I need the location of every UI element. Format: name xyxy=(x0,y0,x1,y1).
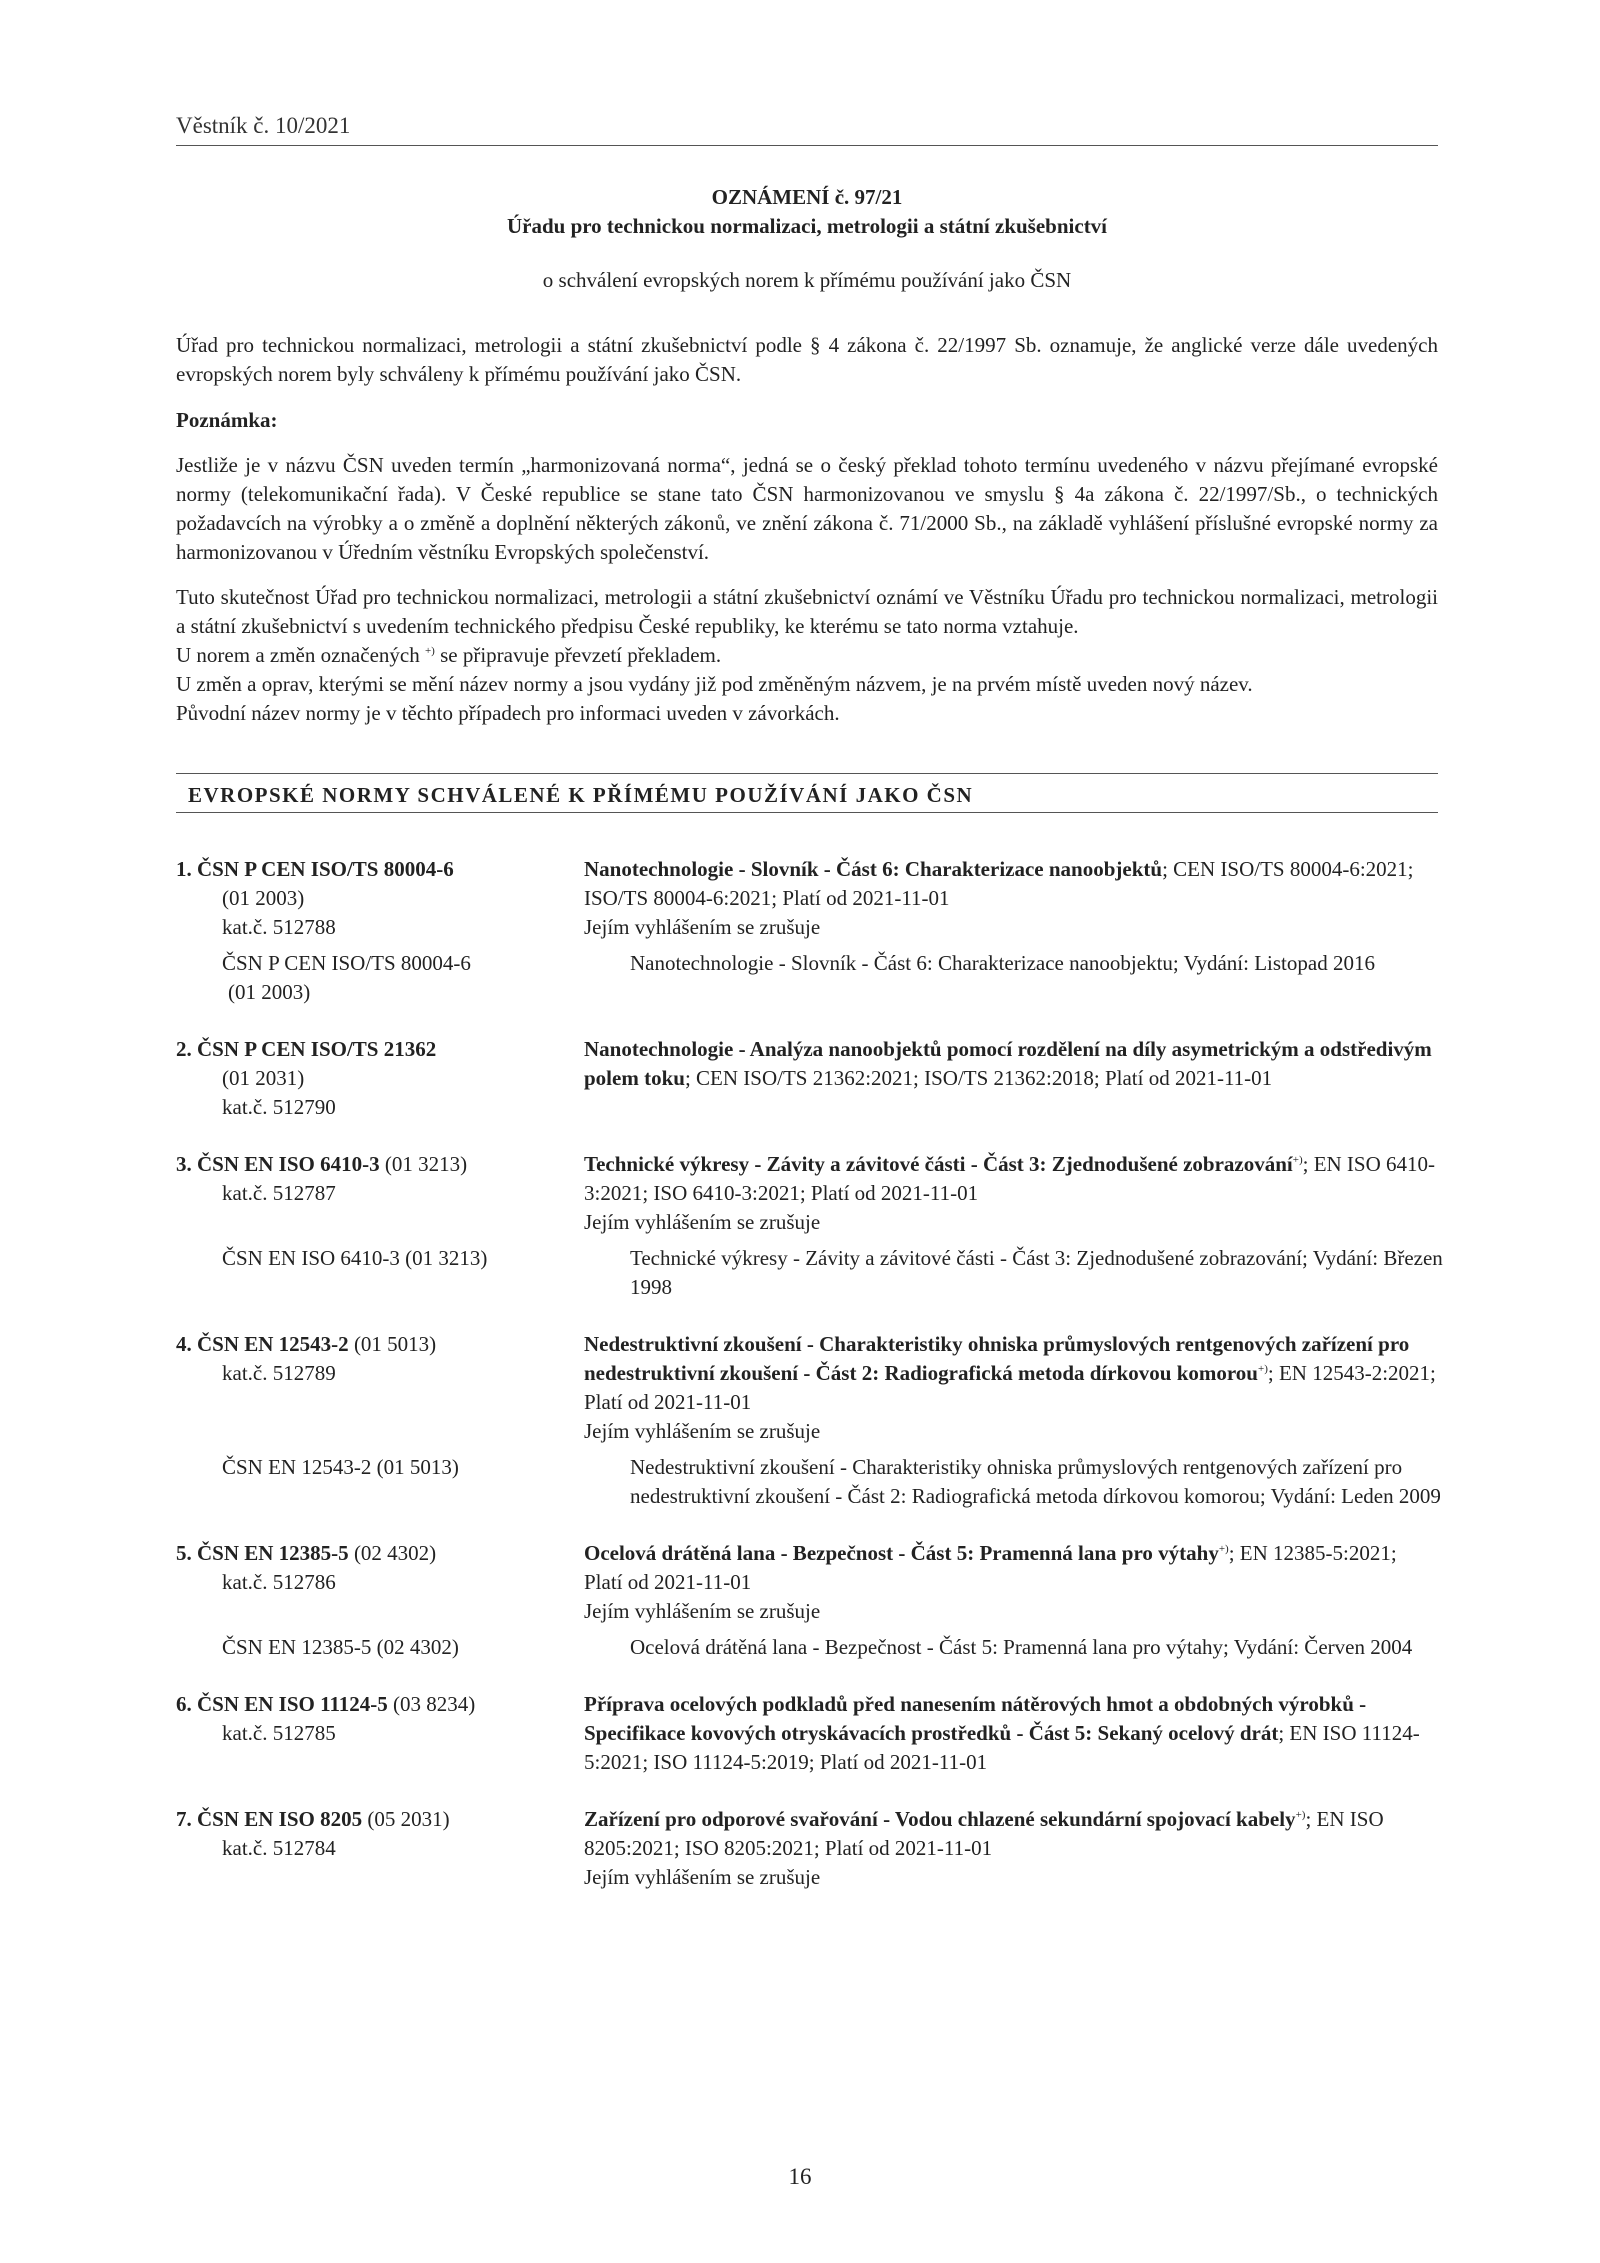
standard-description xyxy=(584,1539,1438,1626)
repeal-note: Jejím vyhlášením se zrušuje xyxy=(584,1419,821,1443)
info-text: Tuto skutečnost Úřad pro technickou normalizaci, metrologii a státní zkušebnictví oznámí ve Věstníku Úřadu pro technickou normalizaci, metrologii a státní zkušebnictví s uvedením technického předpisu České republiky, ke kterému se tato norma vztahuje. xyxy=(176,585,1438,638)
entry-number: 5. xyxy=(176,1541,192,1565)
plus-mark: +) xyxy=(424,645,435,657)
replaced-standard-code: ČSN P CEN ISO/TS 80004-6 xyxy=(222,951,471,975)
standard-identifier xyxy=(176,1330,584,1446)
replaced-standard-title: Ocelová drátěná lana - Bezpečnost - Část 5: Pramenná lana pro výtahy; Vydání: Červen 2004 xyxy=(630,1635,1413,1659)
entry-number: 6. xyxy=(176,1692,192,1716)
standard-code: ČSN EN ISO 8205 xyxy=(197,1807,363,1831)
replaced-standard-row xyxy=(176,949,1438,1007)
standard-identifier xyxy=(176,855,584,942)
standard-entry xyxy=(176,1805,1438,1892)
note-heading: Poznámka: xyxy=(176,408,278,432)
replaced-standard-row xyxy=(176,1633,1438,1662)
standard-identifier xyxy=(176,1690,584,1777)
standard-entry xyxy=(176,1150,1443,1302)
standard-details: ; EN ISO 6410-3:2021; ISO 6410-3:2021; Platí od 2021-11-01 xyxy=(584,1152,1436,1205)
standard-code-line xyxy=(176,1805,584,1834)
plus-mark: +) xyxy=(1258,1363,1268,1375)
standard-title-line xyxy=(584,1805,1438,1863)
standard-entry xyxy=(176,1330,1441,1511)
class-code: (03 8234) xyxy=(393,1692,476,1716)
replaced-class-code: (01 2003) xyxy=(228,980,311,1004)
standard-title: Technické výkresy - Závity a závitové části - Část 3: Zjednodušené zobrazování xyxy=(584,1152,1293,1176)
page-number: 16 xyxy=(788,2164,812,2189)
standard-row xyxy=(176,1035,1438,1122)
standard-title-line xyxy=(584,1690,1438,1777)
standard-entry xyxy=(176,1035,1438,1122)
standard-row xyxy=(176,1150,1438,1237)
entry-number: 4. xyxy=(176,1332,192,1356)
standard-details: ; EN 12543-2:2021; Platí od 2021-11-01 xyxy=(584,1361,1436,1414)
entry-number: 7. xyxy=(176,1807,192,1831)
original-name-note: Původní název normy je v těchto případech pro informaci uveden v závorkách. xyxy=(176,701,840,725)
announcement-title-block xyxy=(176,183,1438,295)
entry-number: 3. xyxy=(176,1152,192,1176)
catalog-number: kat.č. 512790 xyxy=(222,1095,336,1119)
standard-code-line xyxy=(176,1035,584,1064)
replaced-standard-code: ČSN EN 12385-5 (02 4302) xyxy=(222,1635,459,1659)
catalog-number: kat.č. 512788 xyxy=(222,915,336,939)
standard-title: Nanotechnologie - Analýza nanoobjektů pomocí rozdělení na díly asymetrickým a odstředivým polem toku xyxy=(584,1037,1432,1090)
standard-code: ČSN P CEN ISO/TS 21362 xyxy=(197,1037,437,1061)
standard-code-line xyxy=(176,1330,584,1359)
standard-code: ČSN P CEN ISO/TS 80004-6 xyxy=(197,857,454,881)
replaced-standard-identifier xyxy=(176,949,630,1007)
standard-description xyxy=(584,1035,1438,1122)
standard-description xyxy=(584,1690,1438,1777)
catalog-number: kat.č. 512784 xyxy=(222,1836,336,1860)
catalog-number: kat.č. 512789 xyxy=(222,1361,336,1385)
standard-details: ; EN ISO 11124-5:2021; ISO 11124-5:2019; Platí od 2021-11-01 xyxy=(584,1721,1420,1774)
class-code: (02 4302) xyxy=(353,1541,437,1565)
standard-code: ČSN EN 12385-5 xyxy=(197,1541,349,1565)
standard-identifier xyxy=(176,1035,584,1122)
repeal-note: Jejím vyhlášením se zrušuje xyxy=(584,915,821,939)
section-divider-bottom xyxy=(176,812,1438,813)
replaced-standard-code: ČSN EN ISO 6410-3 (01 3213) xyxy=(222,1246,488,1270)
intro-text: Úřad pro technickou normalizaci, metrologii a státní zkušebnictví podle § 4 zákona č. 22/1997 Sb. oznamuje, že anglické verze dále uvedených evropských norem byly schváleny k přímému používání jako ČSN. xyxy=(176,333,1438,386)
repeal-note: Jejím vyhlášením se zrušuje xyxy=(584,1865,821,1889)
standard-details: ; CEN ISO/TS 80004-6:2021; ISO/TS 80004-6:2021; Platí od 2021-11-01 xyxy=(584,857,1414,910)
rename-note: U změn a oprav, kterými se mění název normy a jsou vydány již pod změněným názvem, je na prvém místě uveden nový název. xyxy=(176,672,1253,696)
replaced-standard-row xyxy=(176,1453,1441,1511)
standard-code: ČSN EN 12543-2 xyxy=(197,1332,349,1356)
class-code: (01 2031) xyxy=(222,1066,305,1090)
info-paragraph xyxy=(176,583,1438,728)
standard-details: ; EN 12385-5:2021; Platí od 2021-11-01 xyxy=(584,1541,1397,1594)
translation-note: U norem a změn označených +) se připravuje převzetí překladem. xyxy=(176,643,722,667)
standard-code-line xyxy=(176,855,584,884)
standard-title-line xyxy=(584,1330,1438,1417)
standard-description xyxy=(584,855,1438,942)
standard-description xyxy=(584,1805,1438,1892)
replaced-standard-identifier xyxy=(176,1244,630,1302)
standard-identifier xyxy=(176,1539,584,1626)
replaced-standard-title: Nedestruktivní zkoušení - Charakteristiky ohniska průmyslových rentgenových zařízení pro nedestruktivní zkoušení - Část 2: Radiografická metoda dírkovou komorou; Vydání: Leden 2009 xyxy=(630,1455,1441,1508)
standard-row xyxy=(176,855,1438,942)
note-paragraph xyxy=(176,451,1438,567)
replaced-standard-row xyxy=(176,1244,1443,1302)
standard-title-line xyxy=(584,855,1438,913)
standard-title: Příprava ocelových podkladů před nanesením nátěrových hmot a obdobných výrobků - Specifikace kovových otryskávacích prostředků - Část 5: Sekaný ocelový drát xyxy=(584,1692,1367,1745)
replaced-standard-code: ČSN EN 12543-2 (01 5013) xyxy=(222,1455,459,1479)
catalog-number: kat.č. 512787 xyxy=(222,1181,336,1205)
entry-number: 2. xyxy=(176,1037,192,1061)
replaced-standard-title: Technické výkresy - Závity a závitové části - Část 3: Zjednodušené zobrazování; Vydání: Březen 1998 xyxy=(630,1246,1443,1299)
note-text: Jestliže je v názvu ČSN uveden termín „harmonizovaná norma“, jedná se o český překlad tohoto termínu uvedeného v názvu přejímané evropské normy (telekomunikační řada). V České republice se stane tato ČSN harmonizovanou ve smyslu § 4a zákona č. 22/1997/Sb., o technických požadavcích na výrobky a o změně a doplnění některých zákonů, ve znění zákona č. 71/2000 Sb., na základě vyhlášení příslušné evropské normy za harmonizovanou v Úředním věstníku Evropských společenství. xyxy=(176,453,1438,564)
intro-paragraph xyxy=(176,331,1438,389)
standard-code-line xyxy=(176,1690,584,1719)
standard-title-line xyxy=(584,1150,1438,1208)
standard-code: ČSN EN ISO 6410-3 xyxy=(197,1152,380,1176)
standard-details: ; CEN ISO/TS 21362:2021; ISO/TS 21362:2018; Platí od 2021-11-01 xyxy=(684,1066,1273,1090)
section-divider-top xyxy=(176,773,1438,774)
standard-details: ; EN ISO 8205:2021; ISO 8205:2021; Platí od 2021-11-01 xyxy=(584,1807,1384,1860)
replaced-standard-identifier xyxy=(176,1633,630,1662)
class-code: (01 5013) xyxy=(353,1332,437,1356)
issuing-office: Úřadu pro technickou normalizaci, metrologii a státní zkušebnictví xyxy=(506,214,1108,238)
standard-description xyxy=(584,1330,1438,1446)
catalog-number: kat.č. 512785 xyxy=(222,1721,336,1745)
class-code: (05 2031) xyxy=(367,1807,450,1831)
standard-code-line xyxy=(176,1539,584,1568)
standard-row xyxy=(176,1330,1438,1446)
standard-entry xyxy=(176,855,1438,1007)
plus-mark: +) xyxy=(1292,1154,1303,1166)
standard-row xyxy=(176,1539,1438,1626)
repeal-note: Jejím vyhlášením se zrušuje xyxy=(584,1210,821,1234)
standard-identifier xyxy=(176,1150,584,1237)
standards-list xyxy=(176,855,1443,1920)
standard-title: Ocelová drátěná lana - Bezpečnost - Část 5: Pramenná lana pro výtahy xyxy=(584,1541,1219,1565)
plus-mark: +) xyxy=(1295,1809,1306,1821)
entry-number: 1. xyxy=(176,857,192,881)
standard-entry xyxy=(176,1690,1438,1777)
class-code: (01 3213) xyxy=(384,1152,468,1176)
class-code: (01 2003) xyxy=(222,886,305,910)
standard-row xyxy=(176,1805,1438,1892)
catalog-number: kat.č. 512786 xyxy=(222,1570,336,1594)
standard-title-line xyxy=(584,1539,1438,1597)
standard-title-line xyxy=(584,1035,1438,1093)
replaced-standard-identifier xyxy=(176,1453,630,1511)
announcement-subject: o schválení evropských norem k přímému používání jako ČSN xyxy=(542,268,1072,292)
standard-code-line xyxy=(176,1150,584,1179)
standard-row xyxy=(176,1690,1438,1777)
standard-title: Nanotechnologie - Slovník - Část 6: Charakterizace nanoobjektů xyxy=(584,857,1163,881)
standard-description xyxy=(584,1150,1438,1237)
section-heading: EVROPSKÉ NORMY SCHVÁLENÉ K PŘÍMÉMU POUŽÍVÁNÍ JAKO ČSN xyxy=(188,783,974,807)
announcement-number: OZNÁMENÍ č. 97/21 xyxy=(711,185,903,209)
replaced-standard-title: Nanotechnologie - Slovník - Část 6: Charakterizace nanoobjektu; Vydání: Listopad 2016 xyxy=(630,951,1375,975)
running-header: Věstník č. 10/2021 xyxy=(176,113,351,138)
standard-code: ČSN EN ISO 11124-5 xyxy=(197,1692,388,1716)
header-divider xyxy=(176,145,1438,146)
standard-entry xyxy=(176,1539,1438,1662)
standard-title: Nedestruktivní zkoušení - Charakteristiky ohniska průmyslových rentgenových zařízení pro nedestruktivní zkoušení - Část 2: Radiografická metoda dírkovou komorou xyxy=(584,1332,1410,1385)
plus-mark: +) xyxy=(1218,1543,1229,1555)
standard-title: Zařízení pro odporové svařování - Vodou chlazené sekundární spojovací kabely xyxy=(584,1807,1296,1831)
standard-identifier xyxy=(176,1805,584,1892)
repeal-note: Jejím vyhlášením se zrušuje xyxy=(584,1599,821,1623)
